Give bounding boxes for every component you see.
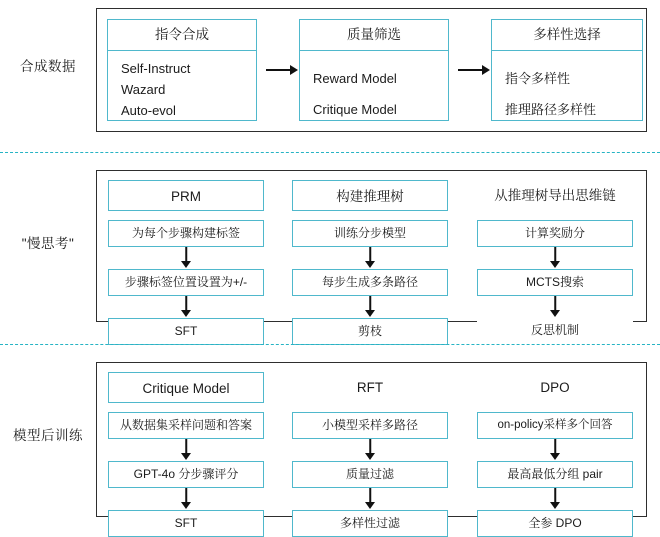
step-box: 反思机制 [477,318,633,345]
step-box: 质量过滤 [292,461,448,488]
card-title-diversity-selection: 多样性选择 [492,20,642,51]
list-item: Reward Model [313,71,397,86]
arrow-down [292,439,448,461]
card-title-cot-export: 从推理树导出思维链 [477,180,633,211]
step-box: 多样性过滤 [292,510,448,537]
row-slow-thinking [0,170,660,338]
arrow-down [108,296,264,318]
arrow-quality-to-diversity [458,65,490,75]
list-item: Auto-evol [121,103,176,118]
list-item: 推理路径多样性 [505,102,597,117]
arrow-down [292,247,448,269]
row-label-post-training: 模型后训练 [13,428,83,443]
arrow-down [477,439,633,461]
card-body-instruction-synthesis [108,51,256,121]
arrow-down [477,296,633,318]
step-box: on-policy采样多个回答 [477,412,633,439]
step-box: 为每个步骤构建标签 [108,220,264,247]
step-box: SFT [108,318,264,345]
list-item: Wazard [121,82,166,97]
step-box: 训练分步模型 [292,220,448,247]
card-rft[interactable] [292,372,448,537]
step-box: SFT [108,510,264,537]
card-title-rft: RFT [292,372,448,403]
divider-1 [0,152,660,153]
card-title-critique-model: Critique Model [108,372,264,403]
row-label-synthetic-data: 合成数据 [20,59,76,74]
list-item: 指令多样性 [505,71,571,86]
card-quality-filter[interactable] [299,19,449,121]
step-box: 小模型采样多路径 [292,412,448,439]
arrow-down [108,488,264,510]
step-box: 每步生成多条路径 [292,269,448,296]
card-critique-model[interactable] [108,372,264,537]
card-title-dpo: DPO [477,372,633,403]
list-item: Critique Model [313,102,397,117]
card-dpo[interactable] [477,372,633,537]
step-box: 从数据集采样问题和答案 [108,412,264,439]
arrow-down [292,488,448,510]
card-title-quality-filter: 质量筛选 [300,20,448,51]
arrow-instruction-to-quality [266,65,298,75]
step-box: GPT-4o 分步骤评分 [108,461,264,488]
card-prm[interactable] [108,180,264,345]
arrow-down [108,439,264,461]
list-item: Self-Instruct [121,61,191,76]
arrow-down [477,247,633,269]
arrow-down [477,488,633,510]
card-title-prm: PRM [108,180,264,211]
card-reasoning-tree[interactable] [292,180,448,345]
row-synthetic-data [0,8,660,134]
step-box: 最高最低分组 pair [477,461,633,488]
row-label-slow-thinking: "慢思考" [21,236,75,251]
card-title-instruction-synthesis: 指令合成 [108,20,256,51]
arrow-down [292,296,448,318]
card-body-quality-filter [300,51,448,125]
step-box: 剪枝 [292,318,448,345]
divider-2 [0,344,660,345]
row-post-training [0,362,660,530]
step-box: 计算奖励分 [477,220,633,247]
card-title-reasoning-tree: 构建推理树 [292,180,448,211]
card-body-diversity-selection [492,51,642,125]
arrow-down [108,247,264,269]
step-box: MCTS搜索 [477,269,633,296]
step-box: 全参 DPO [477,510,633,537]
card-diversity-selection[interactable] [491,19,643,121]
step-box: 步骤标签位置设置为+/- [108,269,264,296]
card-cot-export[interactable] [477,180,633,345]
card-instruction-synthesis[interactable] [107,19,257,121]
